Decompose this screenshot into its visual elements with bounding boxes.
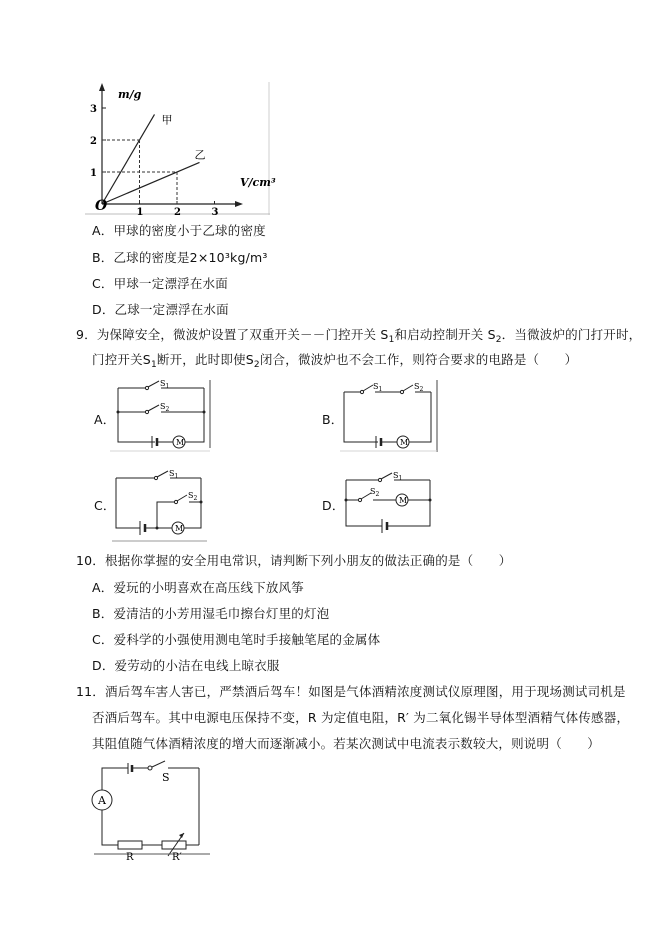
alcohol-circuit-svg (90, 760, 210, 863)
circuit-a (110, 380, 215, 452)
y-axis-label: m/g (118, 88, 142, 101)
option-text: 乙球一定漂浮在水面 (114, 302, 229, 317)
option-text: 甲球的密度小于乙球的密度 (113, 223, 266, 238)
stem-text: 为保障安全，微波炉设置了双重开关－－门控开关 S (96, 327, 389, 342)
q9-stem-line2 (92, 352, 577, 373)
stem-text: 闭合，微波炉也不会工作，则符合要求的电路是（ ） (259, 352, 578, 367)
motor-label: M (400, 438, 409, 447)
series-line-yi (102, 162, 200, 204)
resistor-label: R (126, 852, 134, 863)
q8-option-b (92, 250, 268, 266)
circuit-b (340, 380, 445, 452)
q9-option-d-label: D． (322, 498, 345, 513)
q9-stem-line1 (76, 327, 641, 348)
y-axis-arrow (99, 83, 105, 91)
subscript: 1 (150, 360, 157, 370)
ammeter-label: A (98, 794, 106, 807)
switch-s1-label: $S_1$ (373, 382, 383, 393)
q11-stem-line2: 否酒后驾车。其中电源电压保持不变，R 为定值电阻，R′ 为二氧化锡半导体型酒精气体传感器， (92, 710, 630, 725)
mass-volume-graph (85, 82, 276, 218)
q10-option-d: D．爱劳动的小洁在电线上晾衣服 (92, 658, 280, 673)
switch-label: S (162, 771, 170, 784)
q9-option-a-label: A． (94, 412, 116, 427)
sensor-label: R′ (172, 852, 182, 863)
series-label: 甲 (161, 113, 173, 127)
subscript: 1 (388, 335, 395, 345)
x-tick-label: 3 (211, 207, 219, 218)
x-axis-arrow (235, 201, 243, 207)
y-tick-label: 2 (90, 136, 97, 147)
q11-stem-line1: 11．酒后驾车害人害已，严禁酒后驾车！如图是气体酒精浓度测试仪原理图，用于现场测试司机是 (76, 684, 626, 699)
graph-svg (85, 82, 276, 218)
motor-label: M (399, 496, 408, 505)
circuit-d (342, 472, 437, 544)
x-tick-label: 1 (136, 207, 144, 218)
switch-s2-label: $S_2$ (160, 402, 170, 413)
x-axis-label: V/cm³ (240, 176, 276, 189)
circuit-c-svg (112, 470, 212, 542)
series-line-jia (102, 114, 155, 204)
origin-label: O (95, 198, 108, 214)
circuit-b-svg (340, 380, 445, 452)
option-text: 乙球的密度是2×10³kg/m³ (113, 250, 268, 265)
motor-label: M (176, 438, 185, 447)
q9-option-c-label: C． (94, 498, 116, 513)
stem-text: ．当微波炉的门打开时， (501, 327, 642, 342)
stem-text: 门控开关S (92, 352, 151, 367)
circuit-a-svg (110, 380, 215, 452)
q11-stem-line3: 其阻值随气体酒精浓度的增大而逐渐减小。若某次测试中电流表示数较大，则说明（ ） (92, 736, 601, 751)
x-tick-label: 2 (174, 207, 181, 218)
option-letter: C． (92, 276, 114, 291)
option-letter: D． (92, 302, 115, 317)
stem-text: 和启动控制开关 S (394, 327, 496, 342)
subscript: 2 (495, 335, 502, 345)
y-tick-label: 1 (90, 168, 97, 179)
alcohol-tester-circuit (90, 760, 210, 863)
subscript: 2 (253, 360, 260, 370)
switch-s2-label: $S_2$ (370, 487, 380, 498)
circuit-c (112, 470, 212, 542)
option-letter: B． (92, 250, 114, 265)
switch-s1-label: $S_1$ (393, 471, 403, 482)
q10-option-c: C．爱科学的小强使用测电笔时手接触笔尾的金属体 (92, 632, 381, 647)
q8-option-d (92, 302, 229, 318)
q10-option-a: A．爱玩的小明喜欢在高压线下放风筝 (92, 580, 304, 595)
q8-option-c (92, 276, 228, 292)
motor-label: M (175, 524, 184, 533)
option-text: 甲球一定漂浮在水面 (113, 276, 228, 291)
switch-s2-label: $S_2$ (188, 491, 198, 502)
circuit-d-svg (342, 472, 437, 544)
switch-s1-label: $S_1$ (160, 379, 170, 390)
question-number: 9． (76, 327, 97, 342)
option-letter: A． (92, 223, 114, 238)
y-tick-label: 3 (90, 104, 97, 115)
switch-s1-label: $S_1$ (169, 469, 179, 480)
q9-option-b-label: B． (322, 412, 344, 427)
stem-text: 断开，此时即使S (156, 352, 254, 367)
q10-option-b: B．爱清洁的小芳用湿毛巾擦台灯里的灯泡 (92, 606, 330, 621)
switch-s2-label: $S_2$ (414, 382, 424, 393)
q10-stem: 10．根据你掌握的安全用电常识，请判断下列小朋友的做法正确的是（ ） (76, 553, 512, 568)
q8-option-a (92, 223, 266, 239)
series-label: 乙 (194, 148, 206, 162)
